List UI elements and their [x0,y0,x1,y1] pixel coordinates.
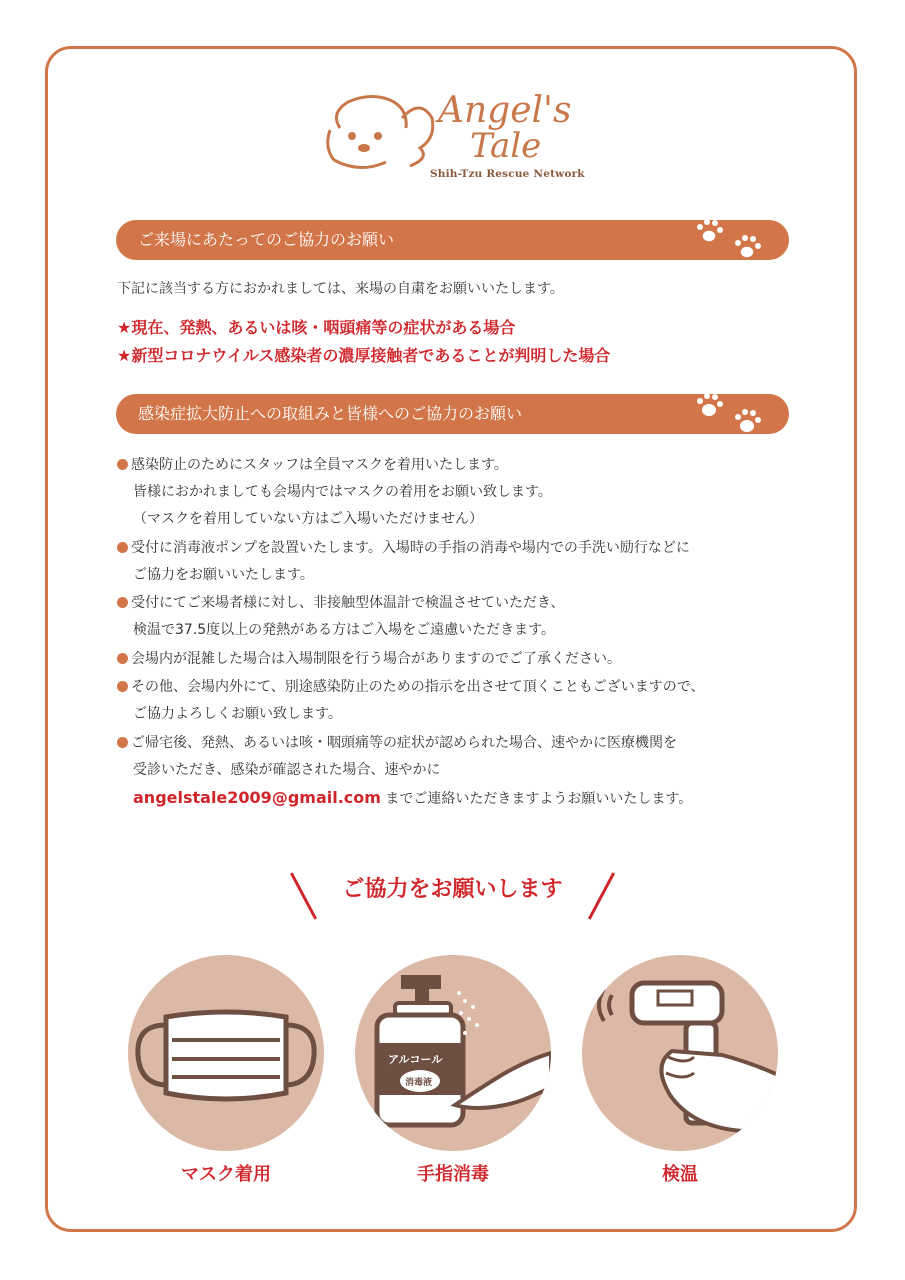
thermometer-label: 検温 [662,1164,698,1185]
list-item: 感染防止のためにスタッフは全員マスクを着用いたします。 [117,455,508,475]
thermometer-icon [582,955,778,1151]
list-item-continuation: 皆様におかれましても会場内ではマスクの着用をお願い致します。 [133,484,552,500]
email-line [133,788,692,809]
section1-item-2: ★新型コロナウイルス感染者の濃厚接触者であることが判明した場合 [117,346,611,365]
list-item: 受付に消毒液ポンプを設置いたします。入場時の手指の消毒や場内での手洗い励行などに [117,538,690,558]
bottle-text: アルコール [388,1053,443,1066]
list-item: 会場内が混雑した場合は入場制限を行う場合がありますのでご了承ください。 [117,649,621,669]
list-item: 受付にてご来場者様に対し、非接触型体温計で検温させていただき、 [117,593,564,613]
list-item-continuation: 検温で37.5度以上の発熱がある方はご入場をご遠慮いただきます。 [133,622,556,638]
mask-icon [128,955,324,1151]
section2-header [116,394,789,434]
paw-prints-icon [691,388,771,440]
paw-prints-icon [691,214,771,266]
logo-title-line2: Tale [470,126,542,166]
sanitizer-icon [355,955,551,1151]
cta-heading: ご協力をお願いします [342,877,563,902]
bottle-badge: 消毒液 [405,1078,433,1088]
list-item-continuation: （マスクを着用していない方はご入場いただけません） [133,511,483,527]
section1-item-1: ★現在、発熱、あるいは咳・咽頭痛等の症状がある場合 [117,318,516,337]
bullet-dot-icon [117,681,128,692]
logo-title-line1: Angel's [438,90,572,131]
logo [320,88,590,188]
email-suffix: までご連絡いただきますようお願いいたします。 [385,791,693,807]
bullet-dot-icon [117,459,128,470]
mask-label: マスク着用 [181,1164,271,1185]
list-item-continuation: 受診いただき、感染が確認された場合、速やかに [133,762,441,778]
section1-intro: 下記に該当する方におかれましては、来場の自粛をお願いいたします。 [117,281,564,297]
bullet-dot-icon [117,597,128,608]
bullet-dot-icon [117,542,128,553]
section1-heading: ご来場にあたってのご協力のお願い [138,230,395,249]
list-item-continuation: ご協力をお願いいたします。 [133,567,314,583]
list-item: ご帰宅後、発熱、あるいは咳・咽頭痛等の症状が認められた場合、速やかに医療機関を [117,733,677,753]
bullet-dot-icon [117,737,128,748]
section1-header [116,220,789,260]
shih-tzu-dog-icon [320,88,440,188]
list-item-continuation: ご協力よろしくお願い致します。 [133,706,342,722]
sanitizer-label: 手指消毒 [417,1164,489,1185]
section2-heading: 感染症拡大防止への取組みと皆様へのご協力のお願い [138,404,523,423]
email-link[interactable]: angelstale2009@gmail.com [133,788,381,807]
bullet-dot-icon [117,653,128,664]
logo-subtitle: Shih-Tzu Rescue Network [430,168,585,180]
list-item: その他、会場内外にて、別途感染防止のための指示を出させて頂くこともございますので、 [117,677,704,697]
